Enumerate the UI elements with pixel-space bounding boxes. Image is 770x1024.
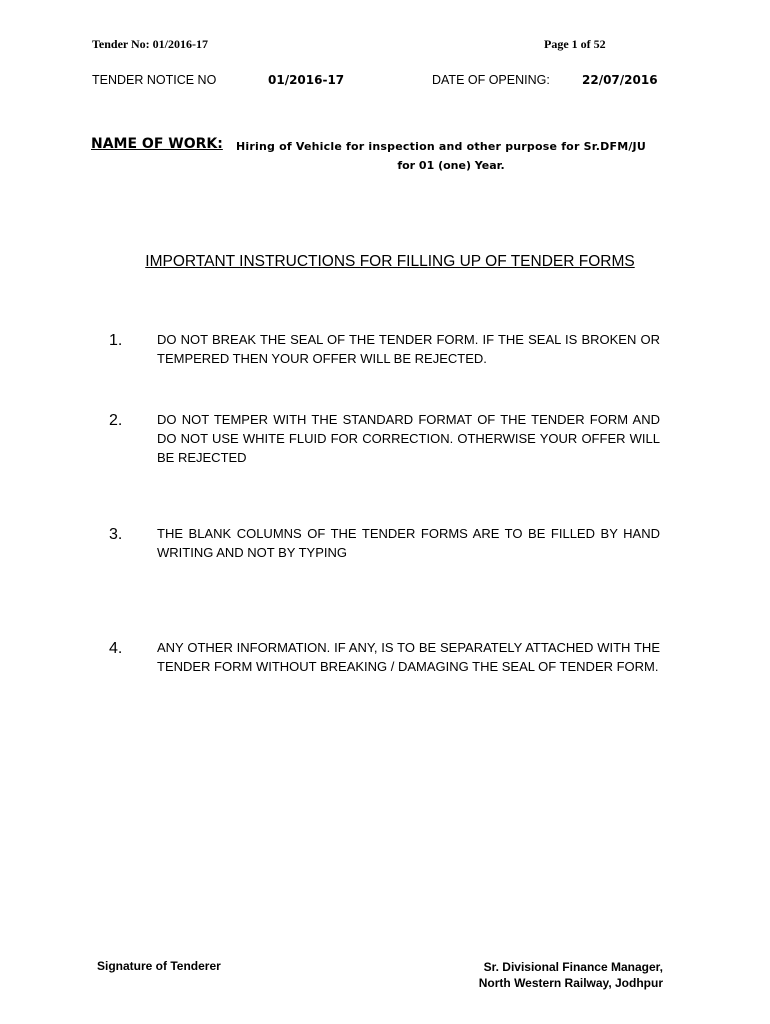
instruction-text: ANY OTHER INFORMATION. IF ANY, IS TO BE SEPARATELY ATTACHED WITH THE TENDER FORM WITHOUT BREAKING / DAMAGING THE SEAL OF TENDER FORM.	[157, 640, 660, 674]
authority-signature-block	[458, 959, 663, 991]
instructions-title	[0, 253, 770, 271]
instruction-number: 2.	[109, 412, 123, 429]
name-of-work-label: NAME OF WORK:	[91, 136, 223, 152]
instruction-number: 1.	[109, 332, 123, 349]
name-of-work-text	[236, 137, 666, 175]
instructions-title-text: IMPORTANT INSTRUCTIONS FOR FILLING UP OF TENDER FORMS	[145, 253, 635, 270]
tender-notice-label: TENDER NOTICE NO	[92, 73, 217, 87]
name-of-work-line-1: Hiring of Vehicle for inspection and other purpose for Sr.DFM/JU	[236, 140, 646, 153]
instruction-number: 3.	[109, 526, 123, 543]
date-of-opening-value: 22/07/2016	[582, 73, 658, 87]
date-of-opening-label: DATE OF OPENING:	[432, 73, 550, 87]
page-number: Page 1 of 52	[544, 37, 606, 51]
name-of-work-line-2: for 01 (one) Year.	[397, 159, 505, 172]
instruction-number: 4.	[109, 640, 123, 657]
tender-notice-value: 01/2016-17	[268, 73, 345, 87]
instruction-text: DO NOT BREAK THE SEAL OF THE TENDER FORM. IF THE SEAL IS BROKEN OR TEMPERED THEN YOUR OFFER WILL BE REJECTED.	[157, 332, 660, 366]
tenderer-signature-label: Signature of Tenderer	[97, 959, 221, 973]
instruction-text: THE BLANK COLUMNS OF THE TENDER FORMS ARE TO BE FILLED BY HAND WRITING AND NOT BY TYPING	[157, 526, 660, 560]
authority-title: Sr. Divisional Finance Manager,	[483, 960, 663, 974]
tender-number-header: Tender No: 01/2016-17	[92, 37, 209, 51]
instruction-text: DO NOT TEMPER WITH THE STANDARD FORMAT OF THE TENDER FORM AND DO NOT USE WHITE FLUID FOR CORRECTION. OTHERWISE YOUR OFFER WILL BE REJECTED	[157, 412, 660, 465]
authority-office: North Western Railway, Jodhpur	[478, 976, 663, 990]
